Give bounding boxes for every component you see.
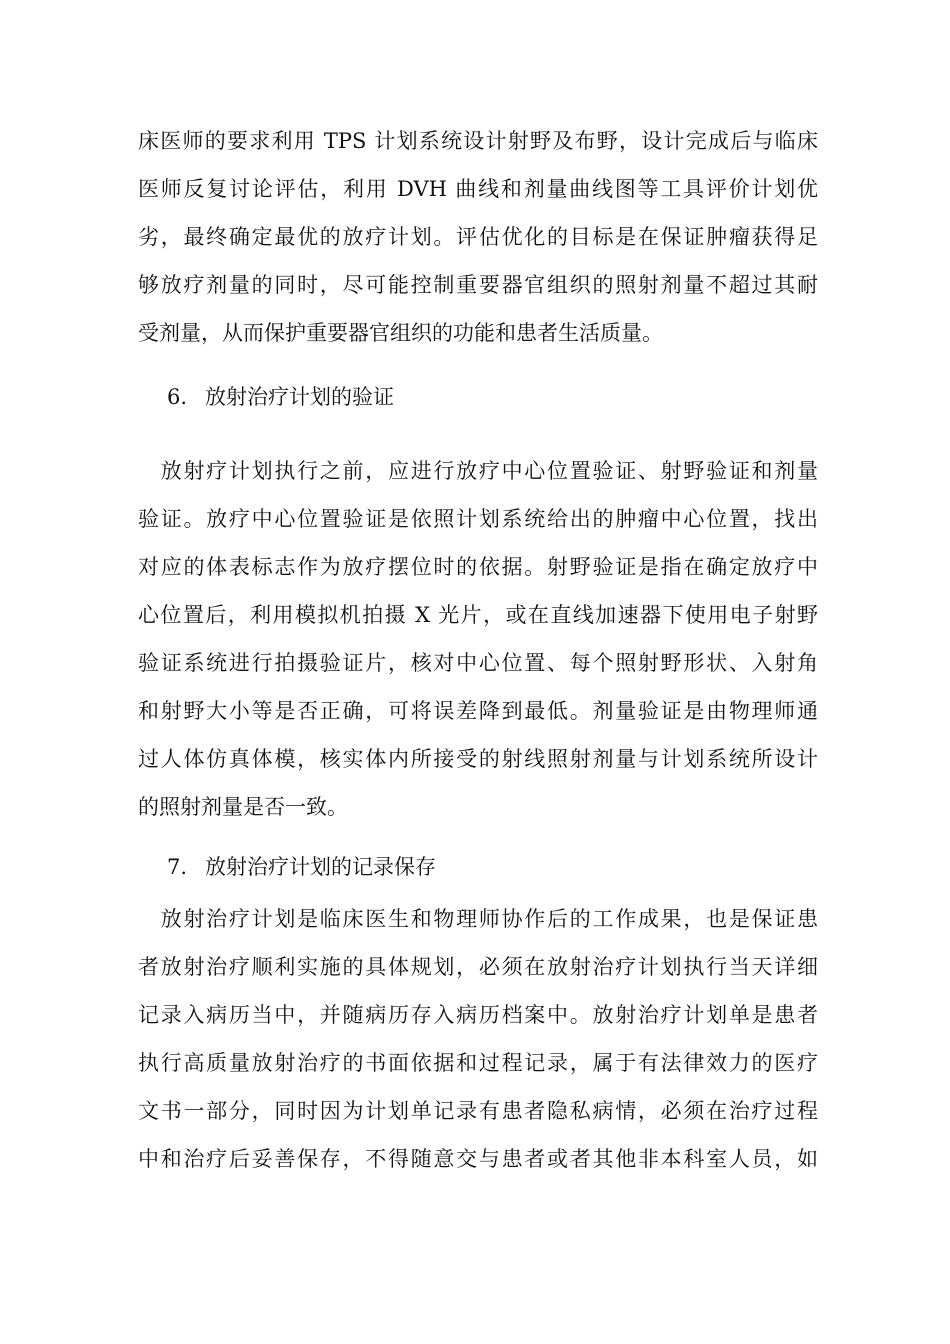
paragraph-2-line-8: 的照射剂量是否一致。: [138, 795, 348, 819]
paragraph-3-line-5: 文书一部分，同时因为计划单记录有患者隐私病情，必须在治疗过程: [138, 1099, 818, 1123]
paragraph-2-line-5: 验证系统进行拍摄验证片，核对中心位置、每个照射野形状、入射角: [138, 651, 818, 675]
paragraph-3-line-2: 者放射治疗顺利实施的具体规划，必须在放射治疗计划执行当天详细: [138, 955, 818, 979]
paragraph-1-line-4: 够放疗剂量的同时，尽可能控制重要器官组织的照射剂量不超过其耐: [138, 273, 818, 297]
paragraph-1-line-5: 受剂量，从而保护重要器官组织的功能和患者生活质量。: [138, 321, 663, 345]
paragraph-2-line-2: 验证。放疗中心位置验证是依照计划系统给出的肿瘤中心位置，找出: [138, 507, 818, 531]
section-7-number: 7.: [167, 855, 188, 879]
paragraph-2-line-3: 对应的体表标志作为放疗摆位时的依据。射野验证是指在确定放疗中: [138, 555, 818, 579]
section-6-number: 6.: [167, 385, 188, 409]
paragraph-1-line-3: 劣，最终确定最优的放疗计划。评估优化的目标是在保证肿瘤获得足: [138, 225, 818, 249]
paragraph-3-line-1: 放射治疗计划是临床医生和物理师协作后的工作成果，也是保证患: [138, 907, 818, 931]
paragraph-2-line-7: 过人体仿真体模，核实体内所接受的射线照射剂量与计划系统所设计: [138, 747, 818, 771]
paragraph-3-line-4: 执行高质量放射治疗的书面依据和过程记录，属于有法律效力的医疗: [138, 1051, 818, 1075]
section-7-heading: [167, 852, 436, 882]
paragraph-2-line-4: 心位置后，利用模拟机拍摄 X 光片，或在直线加速器下使用电子射野: [138, 603, 818, 627]
section-6-heading: [167, 382, 394, 412]
paragraph-3-line-3: 记录入病历当中，并随病历存入病历档案中。放射治疗计划单是患者: [138, 1003, 818, 1027]
paragraph-1-line-1: 床医师的要求利用 TPS 计划系统设计射野及布野，设计完成后与临床: [138, 129, 818, 153]
paragraph-2-line-1: 放射疗计划执行之前，应进行放疗中心位置验证、射野验证和剂量: [138, 459, 818, 483]
paragraph-1-line-2: 医师反复讨论评估，利用 DVH 曲线和剂量曲线图等工具评价计划优: [138, 177, 818, 201]
paragraph-3-line-6: 中和治疗后妥善保存，不得随意交与患者或者其他非本科室人员，如: [138, 1147, 818, 1171]
section-7-title: 放射治疗计划的记录保存: [205, 855, 436, 879]
paragraph-2-line-6: 和射野大小等是否正确，可将误差降到最低。剂量验证是由物理师通: [138, 699, 818, 723]
section-6-title: 放射治疗计划的验证: [205, 385, 394, 409]
